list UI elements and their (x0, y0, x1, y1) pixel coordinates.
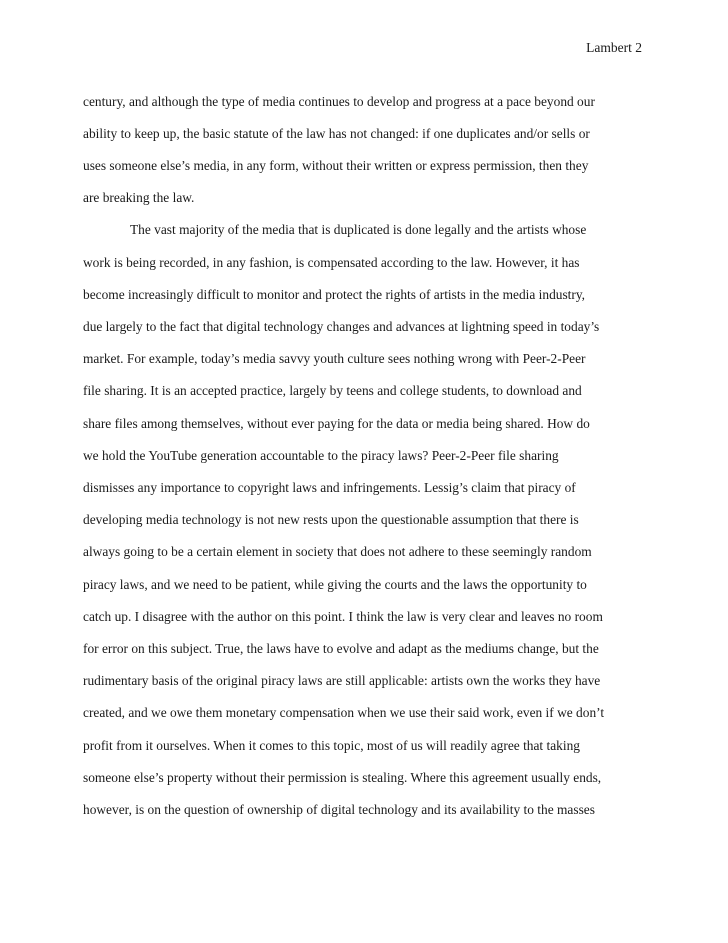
body-line: dismisses any importance to copyright laws and infringements. Lessig’s claim that piracy of (83, 480, 576, 495)
body-line: file sharing. It is an accepted practice, largely by teens and college students, to download and (83, 383, 582, 398)
body-line: uses someone else’s media, in any form, without their written or express permission, then they (83, 158, 589, 173)
body-line: century, and although the type of media continues to develop and progress at a pace beyond our (83, 94, 595, 109)
body-line: someone else’s property without their permission is stealing. Where this agreement usually ends, (83, 770, 602, 785)
body-line: we hold the YouTube generation accountable to the piracy laws? Peer-2-Peer file sharing (83, 448, 559, 463)
body-line: however, is on the question of ownership of digital technology and its availability to the masses (83, 802, 595, 817)
body-line: are breaking the law. (83, 190, 195, 205)
body-line: due largely to the fact that digital technology changes and advances at lightning speed in today’s (83, 319, 600, 334)
body-line-indented: The vast majority of the media that is duplicated is done legally and the artists whose (130, 222, 587, 237)
body-line: rudimentary basis of the original piracy laws are still applicable: artists own the works they have (83, 673, 601, 688)
body-line: for error on this subject. True, the laws have to evolve and adapt as the mediums change, but the (83, 641, 599, 656)
body-line: ability to keep up, the basic statute of the law has not changed: if one duplicates and/or sells or (83, 126, 590, 141)
body-line: always going to be a certain element in society that does not adhere to these seemingly random (83, 544, 592, 559)
body-line: piracy laws, and we need to be patient, while giving the courts and the laws the opportunity to (83, 577, 587, 592)
body-line: developing media technology is not new rests upon the questionable assumption that there is (83, 512, 579, 527)
body-line: market. For example, today’s media savvy youth culture sees nothing wrong with Peer-2-Peer (83, 351, 586, 366)
body-line: created, and we owe them monetary compensation when we use their said work, even if we don’t (83, 705, 605, 720)
body-line: profit from it ourselves. When it comes to this topic, most of us will readily agree that taking (83, 738, 580, 753)
body-line: become increasingly difficult to monitor and protect the rights of artists in the media industry, (83, 287, 586, 302)
body-line: share files among themselves, without ever paying for the data or media being shared. How do (83, 416, 590, 431)
body-line: work is being recorded, in any fashion, is compensated according to the law. However, it has (83, 255, 580, 270)
body-line: catch up. I disagree with the author on this point. I think the law is very clear and leaves no room (83, 609, 603, 624)
running-head: Lambert 2 (586, 40, 642, 55)
